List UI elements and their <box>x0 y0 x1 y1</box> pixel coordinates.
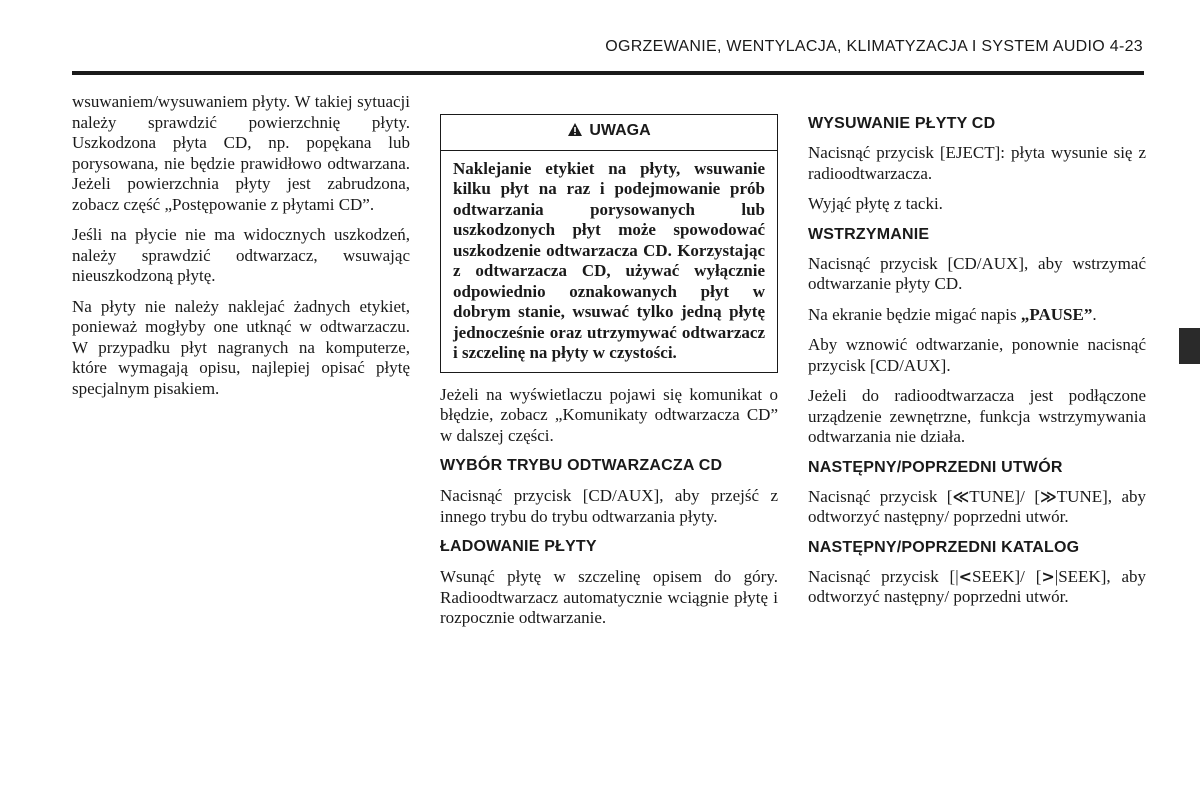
page-header: OGRZEWANIE, WENTYLACJA, KLIMATYZACJA I SYSTEM AUDIO 4-23 <box>605 38 1143 55</box>
paragraph: Aby wznowić odtwarzanie, ponownie nacisnąć przycisk [CD/AUX]. <box>808 335 1146 375</box>
paragraph: Wyjąć płytę z tacki. <box>808 194 943 213</box>
text-span: Nacisnąć przycisk [| <box>808 566 959 586</box>
paragraph: Wsunąć płytę w szczelinę opisem do góry. Radioodtwarzacz automatycznie wciągnie płytę i rozpocznie odtwarzanie. <box>440 567 778 627</box>
text-span: SEEK]/ [ <box>972 566 1042 586</box>
section-heading-folder: NASTĘPNY/POPRZEDNI KATALOG <box>808 538 1080 556</box>
right-arrow-icon: > <box>1041 566 1055 586</box>
column-right <box>808 114 1146 618</box>
paragraph-folder <box>808 567 1146 608</box>
column-middle <box>440 114 778 639</box>
paragraph: Nacisnąć przycisk [EJECT]: płyta wysunie się z radioodtwarzacza. <box>808 143 1146 183</box>
warning-title: UWAGA <box>589 122 651 139</box>
section-heading-eject: WYSUWANIE PŁYTY CD <box>808 115 996 132</box>
paragraph: Nacisnąć przycisk [CD/AUX], aby wstrzymać odtwarzanie płyty CD. <box>808 253 1146 293</box>
text-span: Nacisnąć przycisk [ <box>808 486 953 506</box>
double-right-arrow-icon: ≫ <box>1040 486 1057 506</box>
header-rule <box>72 71 1144 75</box>
paragraph-track <box>808 487 1146 528</box>
pause-label: „PAUSE” <box>1020 304 1093 324</box>
text-span: TUNE]/ [ <box>969 486 1041 506</box>
paragraph-pause-label <box>808 305 1146 326</box>
paragraph: Jeżeli na wyświetlaczu pojawi się komunikat o błędzie, zobacz „Komunikaty odtwarzacza CD” w dalszej części. <box>440 384 778 445</box>
section-heading-track: NASTĘPNY/POPRZEDNI UTWÓR <box>808 458 1063 476</box>
section-heading-mode: WYBÓR TRYBU ODTWARZACZA CD <box>440 457 723 474</box>
warning-header <box>441 115 777 151</box>
section-tab-marker <box>1179 328 1200 364</box>
text-span: . <box>1092 304 1097 324</box>
paragraph: Na płyty nie należy naklejać żadnych etykiet, ponieważ mogłyby one utknąć w odtwarzaczu. W przypadku płyt nagranych na komputerze, które wymagają opisu, najlepiej opisać płytę specjalnym pisakiem. <box>72 296 410 398</box>
paragraph: Nacisnąć przycisk [CD/AUX], aby przejść z innego trybu do trybu odtwarzania płyty. <box>440 486 778 526</box>
warning-text: Naklejanie etykiet na płyty, wsuwanie kilku płyt na raz i podejmowanie prób odtwarzania porysowanych lub uszkodzonych płyt może spowodować uszkodzenie odtwarzacza CD. Korzystając z odtwarzacza CD, używać wyłącznie odpowiednio oznakowanych płyt w dobrym stanie, wsuwać tylko jedną płytę jednocześnie oraz utrzymywać odtwarzacz i szczelinę na płyty w czystości. <box>453 158 765 362</box>
left-arrow-icon: < <box>958 566 973 586</box>
warning-box <box>440 114 778 373</box>
section-heading-pause: WSTRZYMANIE <box>808 225 930 243</box>
paragraph: wsuwaniem/wysuwaniem płyty. W takiej sytuacji należy sprawdzić powierzchnię płyty. Uszkodzona płyta CD, np. popękana lub porysowana, nie będzie prawidłowo odtwarzana. Jeżeli powierzchnia płyty jest zabrudzona, zobacz część „Postępowanie z płytami CD”. <box>72 92 410 214</box>
column-left <box>72 92 410 409</box>
paragraph: Jeśli na płycie nie ma widocznych uszkodzeń, należy sprawdzić odtwarzacz, wsuwając nieuszkodzoną płytę. <box>72 225 410 285</box>
text-span: TUNE], aby odtworzyć następny/ poprzedni utwór. <box>808 486 1147 526</box>
double-left-arrow-icon: ≪ <box>952 486 970 506</box>
section-heading-loading: ŁADOWANIE PŁYTY <box>440 538 597 555</box>
warning-triangle-icon <box>567 122 583 144</box>
text-span: |SEEK], aby odtworzyć następny/ poprzedni utwór. <box>808 566 1146 606</box>
text-span: Na ekranie będzie migać napis <box>808 304 1021 324</box>
paragraph: Jeżeli do radioodtwarzacza jest podłączone urządzenie zewnętrzne, funkcja wstrzymywania odtwarzania nie działa. <box>808 386 1146 446</box>
